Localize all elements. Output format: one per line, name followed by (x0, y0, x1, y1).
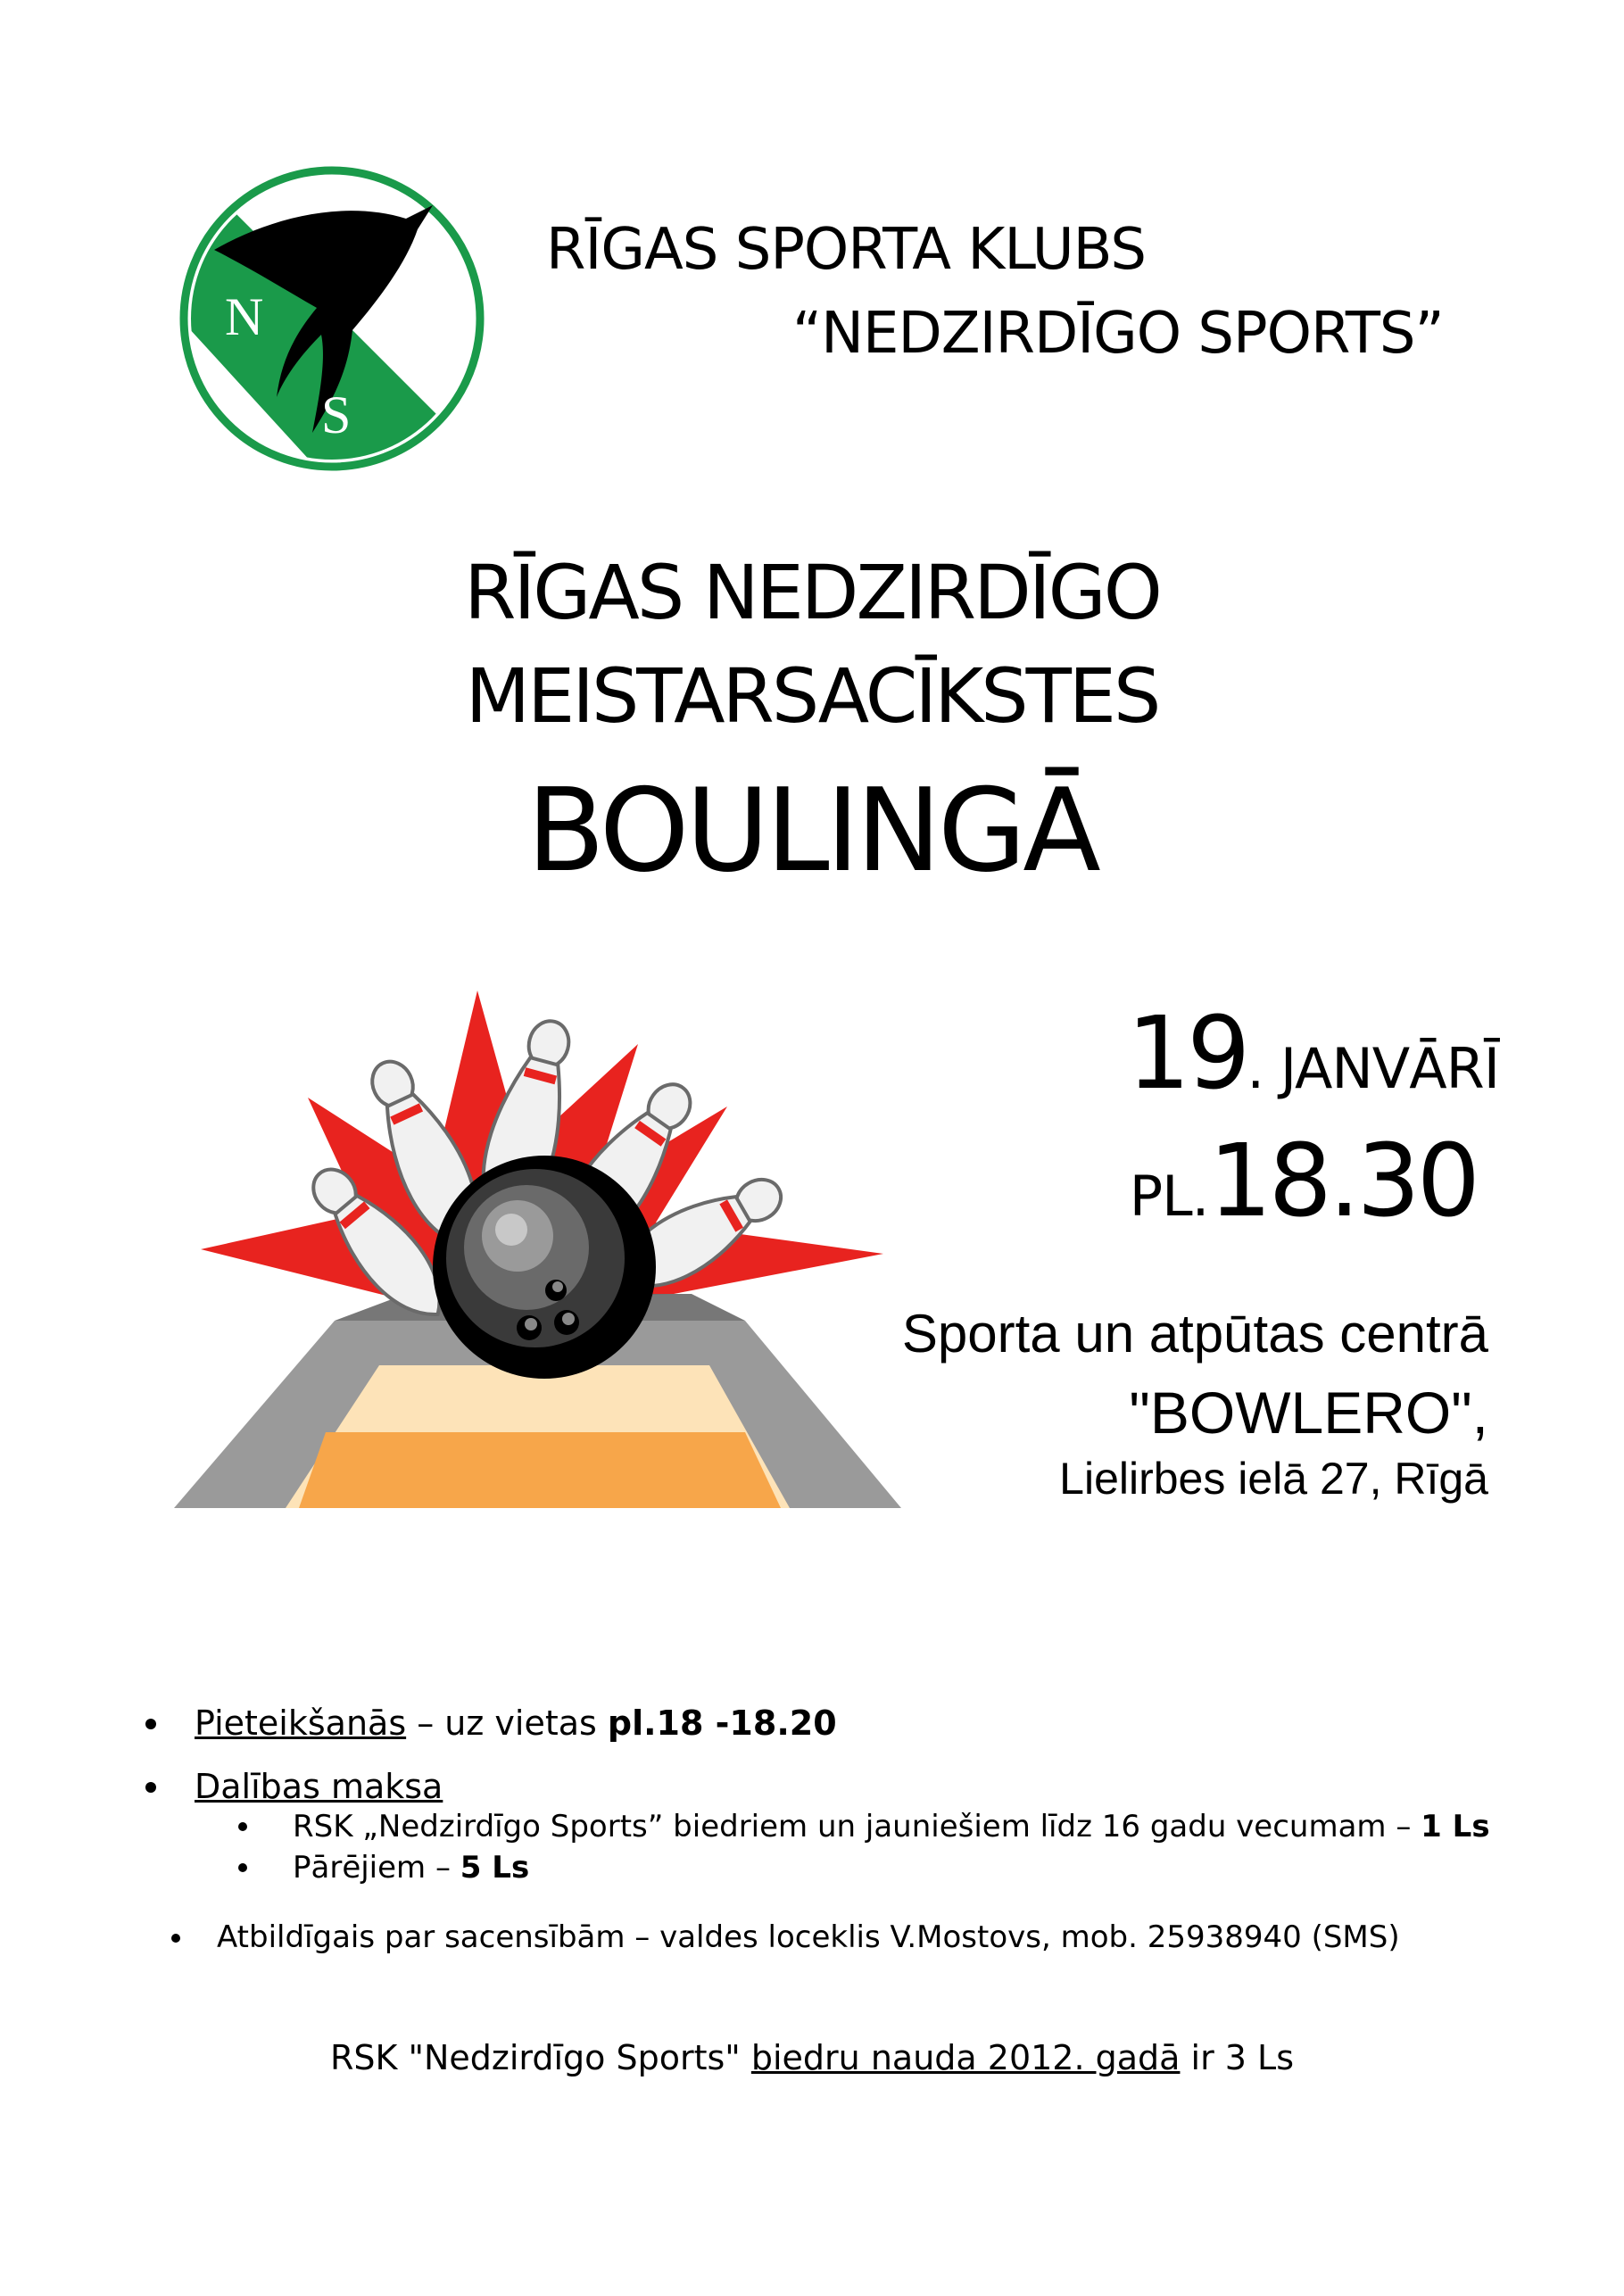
fee-item (195, 1767, 443, 1806)
lane-orange (299, 1432, 781, 1508)
fee-label: Dalības maksa (195, 1767, 443, 1806)
event-date (1126, 996, 1499, 1112)
fee-members-text: RSK „Nedzirdīgo Sports” biedriem un jauniešiem līdz 16 gadu vecumam – (293, 1809, 1421, 1844)
event-day: 19 (1126, 996, 1247, 1112)
event-time-value: 18.30 (1208, 1123, 1477, 1239)
fee-others-item (293, 1850, 530, 1886)
title-line1: RĪGAS NEDZIRDĪGO (464, 549, 1160, 636)
fee-members-item (293, 1811, 1490, 1842)
club-name-line2: “NEDZIRDĪGO SPORTS” (792, 301, 1444, 367)
registration-time: pl.18 -18.20 (607, 1703, 837, 1743)
club-name-line1: RĪGAS SPORTA KLUBS (546, 217, 1147, 283)
bullet-icon (238, 1863, 247, 1872)
bullet-icon (171, 1934, 180, 1943)
event-time-prefix: PL. (1129, 1164, 1209, 1229)
registration-text: – uz vietas (406, 1703, 608, 1743)
bullet-icon (145, 1782, 156, 1793)
fee-members-value: 1 Ls (1421, 1809, 1490, 1844)
registration-item (195, 1703, 837, 1743)
logo-letter-s: S (321, 385, 352, 444)
event-month: . JANVĀRĪ (1247, 1036, 1499, 1101)
event-time (1129, 1123, 1477, 1239)
bullet-icon (238, 1822, 247, 1831)
footer-prefix: RSK "Nedzirdīgo Sports" (329, 2038, 751, 2077)
venue-address: Lielirbes ielā 27, Rīgā (1059, 1454, 1488, 1504)
fee-others-text: Pārējiem – (293, 1850, 460, 1886)
bullet-icon (145, 1719, 156, 1729)
club-logo (178, 165, 486, 473)
venue-line1: Sporta un atpūtas centrā (901, 1304, 1488, 1364)
footer-underlined: biedru nauda 2012. gadā (750, 2038, 1181, 2077)
responsible-item: Atbildīgais par sacensībām – valdes loceklis V.Mostovs, mob. 25938940 (SMS) (217, 1919, 1400, 1955)
registration-label: Pieteikšanās (195, 1703, 407, 1743)
footer-suffix: ir 3 Ls (1180, 2038, 1295, 2077)
title-line2: MEISTARSACĪKSTES (465, 652, 1159, 740)
title-line3: BOULINGĀ (526, 765, 1098, 898)
bowling-illustration (174, 991, 901, 1508)
logo-letter-n: N (225, 287, 264, 346)
bowling-ball-icon (433, 1156, 656, 1379)
fee-others-value: 5 Ls (460, 1850, 530, 1886)
footer-note (0, 2038, 1624, 2077)
venue-name: "BOWLERO", (1129, 1380, 1488, 1446)
